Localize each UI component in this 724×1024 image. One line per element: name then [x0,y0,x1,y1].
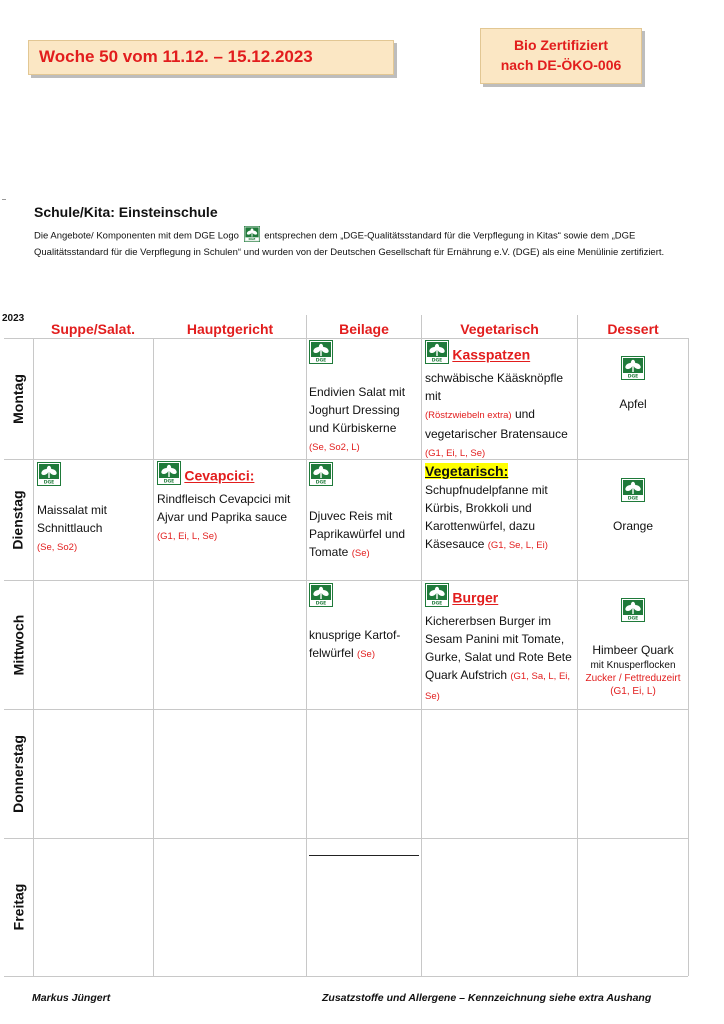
dish-text: Orange [612,519,654,533]
dish-text: Himbeer Quark [592,643,674,657]
day-label-donnerstag: Donnerstag [10,734,27,813]
cell-mittwoch-beilage [309,583,419,664]
dish-text: Kichererbsen Burger im Sesam Panini mit Tomate, Gurke, Salat und Rote Bete Quark Aufstrich [425,614,572,682]
grid-line [4,580,688,581]
svg-text:DGE: DGE [627,374,639,380]
dish-text: knusprige Kartof-felwürfel [309,628,401,660]
day-label-freitag: Freitag [10,883,26,931]
intro-part-2: entsprechen dem „DGE-Qualitätsstandard für die Verpflegung in Kitas“ sowie dem „DGE Qualitätsstandard für die Verpflegung in Schulen“ und wurden von der Deutschen Gesellschaft für Ernährung e.V. (DGE) als eine Menülinie zertifiziert. [34,230,665,258]
allergen-text: (Se, So2) [37,542,78,553]
grid-line [4,338,688,339]
dish-text: Schupfnudelpfanne mit Kürbis, Brokkoli und Karottenwürfel, dazu Käsesauce [425,483,548,551]
dge-logo-icon [244,226,260,246]
svg-text:DGE: DGE [248,237,256,242]
week-label-box [28,40,394,75]
day-label-montag: Montag [10,373,27,424]
column-header-dessert: Dessert [607,321,659,337]
grid-line [577,315,578,976]
allergen-text: (G1, Se, L, Ei) [487,540,548,551]
cell-dienstag-beilage [309,462,419,563]
school-title: Schule/Kita: Einsteinschule [34,204,218,220]
extra-note: (Röstzwiebeln extra) [425,410,512,421]
svg-text:DGE: DGE [163,479,175,485]
bio-certified-box [480,28,642,84]
dish-text: Maissalat mit Schnittlauch [37,503,108,535]
grid-line [4,838,688,839]
svg-text:DGE: DGE [431,358,443,364]
grid-line [4,976,688,977]
cell-mittwoch-vegetarisch [425,583,575,706]
cell-montag-beilage [309,340,419,457]
dish-title: Vegetarisch: [425,463,509,479]
column-header-hauptgericht: Hauptgericht [186,321,274,337]
cell-montag-vegetarisch [425,340,575,463]
dish-subtext: mit Knusperflocken [590,660,676,671]
svg-text:DGE: DGE [315,480,327,486]
allergen-text: (G1, Ei, L, Se) [157,531,218,542]
grid-line [688,338,689,976]
dge-logo-icon [309,583,333,612]
footer-author: Markus Jüngert [32,992,111,1004]
cell-dienstag-dessert [580,478,686,535]
grid-line [4,709,688,710]
dge-logo-icon [309,462,333,491]
dge-logo-icon [425,583,449,612]
column-header-suppe: Suppe/Salat. [50,321,136,337]
day-label-dienstag: Dienstag [10,489,26,550]
grid-line [33,338,34,976]
allergen-text: (G1, Sa, L, Ei, Se) [425,671,571,702]
intro-part-1: Die Angebote/ Komponenten mit dem DGE Logo [34,230,239,242]
cell-dienstag-hauptgericht [157,461,303,546]
grid-line [306,315,307,976]
dish-text: Apfel [619,397,647,411]
allergen-text: (Se, So2, L) [309,442,360,453]
svg-text:DGE: DGE [431,601,443,607]
dish-note: Zucker / Fettreduzeirt [585,673,681,684]
cell-dienstag-vegetarisch [425,462,575,555]
week-label: Woche 50 vom 11.12. – 15.12.2023 [39,47,313,66]
dge-logo-icon [157,461,181,490]
dish-text: Rindfleisch Cevapcici mit Ajvar und Paprika sauce [157,492,291,524]
grid-line [153,338,154,976]
svg-text:DGE: DGE [315,358,327,364]
svg-text:DGE: DGE [43,480,55,486]
cell-mittwoch-dessert [580,598,686,698]
grid-line [421,315,422,976]
dge-logo-icon [621,478,645,507]
cell-dienstag-suppe [37,462,151,557]
cell-montag-dessert [580,356,686,413]
svg-text:DGE: DGE [627,616,639,622]
allergen-text: (G1, Ei, L, Se) [425,448,486,459]
dish-text: Djuvec Reis mit Paprikawürfel und Tomate [309,509,406,559]
column-header-vegetarisch: Vegetarisch [460,321,539,337]
dge-logo-icon [37,462,61,491]
column-header-beilage: Beilage [339,321,389,337]
bio-line-1: Bio Zertifiziert [513,37,609,53]
dge-logo-icon [621,356,645,385]
year-label: 2023 [2,313,25,324]
svg-text:DGE: DGE [315,601,327,607]
dish-text: Endivien Salat mit Joghurt Dressing und Kürbiskerne [309,385,406,435]
dish-text: schwäbische Kääsknöpfle mit [425,371,564,403]
bio-line-2: nach DE-ÖKO-006 [500,57,622,73]
footer-note: Zusatzstoffe und Allergene – Kennzeichnung siehe extra Aushang [322,992,652,1004]
cell-underline [309,855,419,856]
dish-title: Kasspatzen [452,346,531,363]
allergen-text: (G1, Ei, L) [610,686,656,697]
dge-logo-icon [309,340,333,369]
dish-title: Burger [452,589,499,606]
allergen-text: (Se) [357,649,375,660]
svg-text:DGE: DGE [627,496,639,502]
day-label-mittwoch: Mittwoch [10,614,26,675]
intro-text [34,226,699,259]
dge-logo-icon [425,340,449,369]
allergen-text: (Se) [351,548,370,559]
dish-title: Cevapcici: [184,467,255,484]
dge-logo-icon [621,598,645,627]
grid-line [4,459,688,460]
dish-text: und vegetarischer Bratensauce [425,407,568,441]
divider [2,199,6,200]
